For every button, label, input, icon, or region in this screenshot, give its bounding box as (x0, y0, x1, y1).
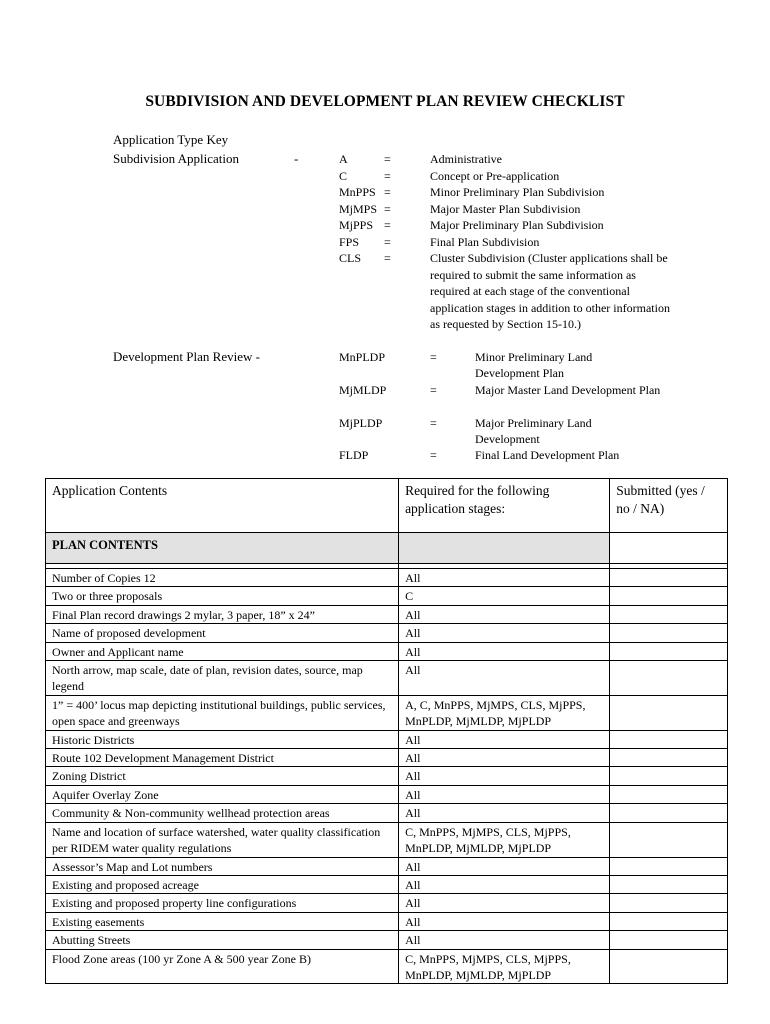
table-row (46, 587, 728, 605)
row-stages: All (399, 749, 610, 767)
row-stages: A, C, MnPPS, MjMPS, CLS, MjPPS, MnPLDP, MjMLDP, MjPLDP (399, 695, 610, 730)
header-required-stages: Required for the following application stages: (399, 479, 610, 533)
row-stages: All (399, 857, 610, 875)
row-submitted-field[interactable] (610, 894, 728, 912)
subdivision-description: Major Master Plan Subdivision (430, 201, 581, 216)
subdivision-code-row (339, 151, 391, 168)
table-row (46, 569, 728, 587)
row-item: Zoning District (46, 767, 399, 785)
subdivision-code-row (339, 184, 391, 201)
row-item: Flood Zone areas (100 yr Zone A & 500 year Zone B) (46, 949, 399, 984)
row-submitted-field[interactable] (610, 642, 728, 660)
row-submitted-field[interactable] (610, 624, 728, 642)
subdivision-description: Concept or Pre-application (430, 168, 560, 183)
row-item: Existing easements (46, 912, 399, 930)
equals: = (384, 251, 391, 265)
row-item: North arrow, map scale, date of plan, revision dates, source, map legend (46, 661, 399, 696)
row-stages: All (399, 894, 610, 912)
subdivision-description: Administrative (430, 152, 502, 166)
equals: = (384, 152, 391, 166)
subdivision-code-row (339, 250, 391, 267)
code: CLS (339, 251, 362, 265)
row-stages: All (399, 730, 610, 748)
page-title: SUBDIVISION AND DEVELOPMENT PLAN REVIEW CHECKLIST (145, 93, 625, 110)
code: MnPPS (339, 185, 376, 199)
code: FPS (339, 234, 360, 249)
row-submitted-field[interactable] (610, 605, 728, 623)
dev-description: Major Preliminary Land Development (475, 416, 592, 446)
row-submitted-field[interactable] (610, 730, 728, 748)
table-row (46, 767, 728, 785)
key-heading: Application Type Key (113, 132, 229, 147)
header-submitted: Submitted (yes / no / NA) (610, 479, 728, 533)
row-stages: All (399, 912, 610, 930)
row-stages: C, MnPPS, MjMPS, CLS, MjPPS, MnPLDP, MjMLDP, MjPLDP (399, 949, 610, 984)
dev-equals: = (430, 350, 437, 364)
subdivision-description: Minor Preliminary Plan Subdivision (430, 185, 605, 199)
code: C (339, 168, 348, 183)
row-submitted-field[interactable] (610, 804, 728, 822)
row-item: Abutting Streets (46, 931, 399, 949)
table-row (46, 875, 728, 893)
row-submitted-field[interactable] (610, 749, 728, 767)
subdivision-label: Subdivision Application (113, 151, 240, 166)
row-stages: C (399, 587, 610, 605)
table-row (46, 931, 728, 949)
row-item: Historic Districts (46, 730, 399, 748)
row-stages: All (399, 661, 610, 696)
table-row (46, 695, 728, 730)
row-submitted-field[interactable] (610, 822, 728, 857)
equals: = (384, 168, 391, 183)
section-blank (610, 533, 728, 564)
subdivision-description: Cluster Subdivision (Cluster applications shall be required to submit the same information as required at each stage of the conventional application stages in addition to other information as requested by Section 15-10.) (430, 251, 670, 331)
table-header-row (46, 479, 728, 533)
row-stages: All (399, 767, 610, 785)
row-submitted-field[interactable] (610, 875, 728, 893)
table-row (46, 912, 728, 930)
row-item: Number of Copies 12 (46, 569, 399, 587)
subdivision-code-row (339, 234, 391, 251)
subdivision-description: Final Plan Subdivision (430, 234, 540, 249)
dev-equals: = (430, 448, 437, 462)
row-item: Final Plan record drawings 2 mylar, 3 paper, 18” x 24” (46, 605, 399, 623)
dev-description: Final Land Development Plan (475, 448, 620, 462)
row-item: Existing and proposed acreage (46, 875, 399, 893)
checklist-rows (46, 569, 728, 984)
dev-equals: = (430, 383, 437, 397)
row-submitted-field[interactable] (610, 949, 728, 984)
dev-equals: = (430, 416, 437, 430)
row-item: Route 102 Development Management District (46, 749, 399, 767)
equals: = (384, 185, 391, 199)
row-submitted-field[interactable] (610, 767, 728, 785)
row-submitted-field[interactable] (610, 569, 728, 587)
row-item: Aquifer Overlay Zone (46, 785, 399, 803)
table-row (46, 730, 728, 748)
subdivision-code-list (339, 151, 391, 267)
row-stages: All (399, 785, 610, 803)
table-row (46, 822, 728, 857)
row-submitted-field[interactable] (610, 587, 728, 605)
row-stages: C, MnPPS, MjMPS, CLS, MjPPS, MnPLDP, MjMLDP, MjPLDP (399, 822, 610, 857)
row-submitted-field[interactable] (610, 931, 728, 949)
row-submitted-field[interactable] (610, 912, 728, 930)
subdivision-code-row (339, 217, 391, 234)
row-submitted-field[interactable] (610, 785, 728, 803)
row-stages: All (399, 875, 610, 893)
row-item: Community & Non-community wellhead protection areas (46, 804, 399, 822)
checklist-table (45, 478, 728, 984)
subdivision-dash: - (294, 151, 299, 166)
dev-description: Major Master Land Development Plan (475, 383, 661, 397)
dev-description: Minor Preliminary Land Development Plan (475, 350, 593, 380)
row-stages: All (399, 931, 610, 949)
header-application-contents: Application Contents (46, 479, 399, 533)
section-row (46, 533, 728, 564)
dev-code: MjPLDP (339, 416, 383, 430)
table-row (46, 642, 728, 660)
row-item: Name and location of surface watershed, water quality classification per RIDEM water quality regulations (46, 822, 399, 857)
equals: = (384, 234, 391, 249)
equals: = (384, 201, 391, 216)
row-stages: All (399, 605, 610, 623)
table-row (46, 857, 728, 875)
row-item: 1” = 400’ locus map depicting institutional buildings, public services, open space and greenways (46, 695, 399, 730)
table-row (46, 804, 728, 822)
dev-code: FLDP (339, 448, 369, 462)
row-item: Existing and proposed property line configurations (46, 894, 399, 912)
code: MjMPS (339, 201, 378, 216)
table-row (46, 894, 728, 912)
row-stages: All (399, 642, 610, 660)
development-label: Development Plan Review - (113, 349, 260, 364)
section-title: PLAN CONTENTS (46, 533, 399, 564)
section-blank (399, 533, 610, 564)
code: MjPPS (339, 218, 374, 232)
table-row (46, 605, 728, 623)
row-stages: All (399, 804, 610, 822)
row-submitted-field[interactable] (610, 661, 728, 696)
equals: = (384, 218, 391, 232)
row-stages: All (399, 569, 610, 587)
table-row (46, 785, 728, 803)
subdivision-description-list (430, 151, 678, 333)
row-item: Assessor’s Map and Lot numbers (46, 857, 399, 875)
dev-code: MjMLDP (339, 383, 387, 397)
row-submitted-field[interactable] (610, 857, 728, 875)
table-row (46, 749, 728, 767)
dev-code: MnPLDP (339, 350, 386, 364)
subdivision-description: Major Preliminary Plan Subdivision (430, 218, 604, 232)
row-item: Name of proposed development (46, 624, 399, 642)
table-row (46, 661, 728, 696)
subdivision-code-row (339, 168, 391, 185)
row-stages: All (399, 624, 610, 642)
table-row (46, 949, 728, 984)
row-submitted-field[interactable] (610, 695, 728, 730)
row-item: Owner and Applicant name (46, 642, 399, 660)
row-item: Two or three proposals (46, 587, 399, 605)
table-row (46, 624, 728, 642)
code: A (339, 152, 348, 166)
subdivision-code-row (339, 201, 391, 218)
